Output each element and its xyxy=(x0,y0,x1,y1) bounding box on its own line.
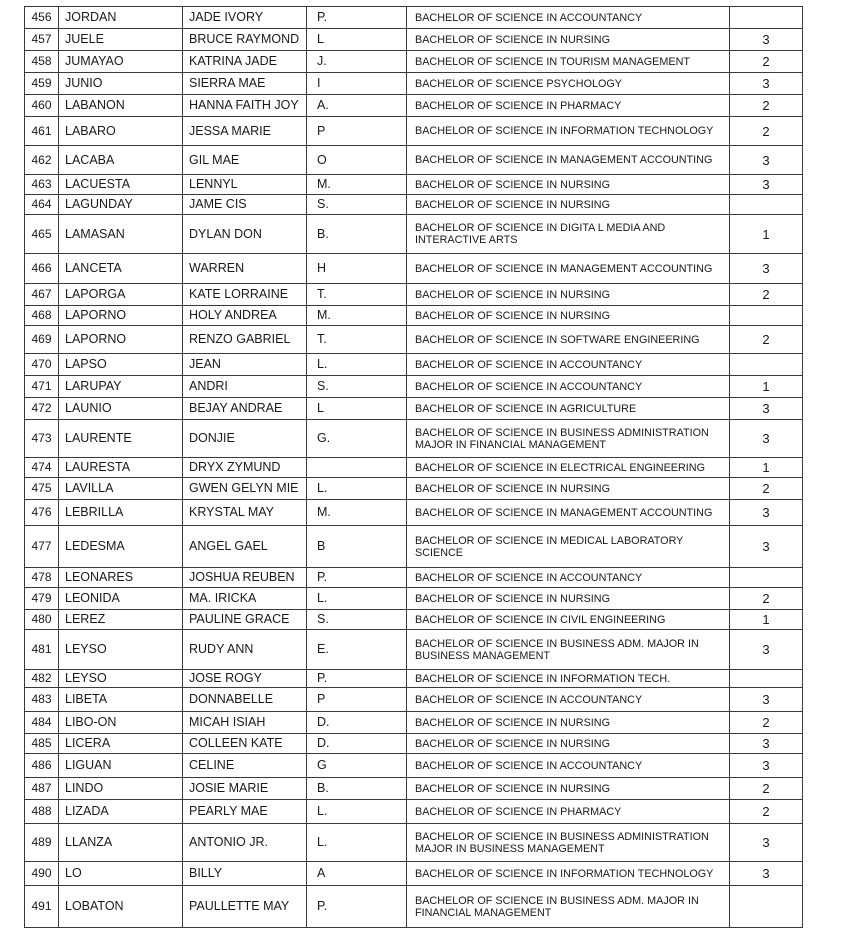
middle-initial-cell: L. xyxy=(307,800,407,824)
table-row xyxy=(25,824,803,862)
middle-initial-cell: G. xyxy=(307,420,407,458)
table-row xyxy=(25,117,803,146)
course-name-cell: BACHELOR OF SCIENCE IN TOURISM MANAGEMENT xyxy=(407,51,730,73)
table-row xyxy=(25,630,803,670)
middle-initial-cell: O xyxy=(307,146,407,175)
year-level-cell: 1 xyxy=(730,376,803,398)
first-name-cell: HOLY ANDREA xyxy=(183,306,307,326)
first-name-cell: DYLAN DON xyxy=(183,215,307,254)
table-row xyxy=(25,862,803,886)
course-name-cell: BACHELOR OF SCIENCE IN BUSINESS ADMINISTRATION MAJOR IN FINANCIAL MANAGEMENT xyxy=(407,420,730,458)
course-name-cell: BACHELOR OF SCIENCE IN INFORMATION TECHNOLOGY xyxy=(407,117,730,146)
last-name-cell: LARUPAY xyxy=(59,376,183,398)
course-name-cell: BACHELOR OF SCIENCE IN NURSING xyxy=(407,175,730,195)
row-number-cell: 481 xyxy=(25,630,59,670)
last-name-cell: LABANON xyxy=(59,95,183,117)
table-row xyxy=(25,7,803,29)
middle-initial-cell: P xyxy=(307,117,407,146)
middle-initial-cell: S. xyxy=(307,195,407,215)
table-row xyxy=(25,712,803,734)
row-number-cell: 463 xyxy=(25,175,59,195)
middle-initial-cell: L. xyxy=(307,588,407,610)
course-name-cell: BACHELOR OF SCIENCE IN MANAGEMENT ACCOUNTING xyxy=(407,500,730,526)
first-name-cell: KATRINA JADE xyxy=(183,51,307,73)
table-row xyxy=(25,73,803,95)
student-table xyxy=(24,6,803,928)
row-number-cell: 466 xyxy=(25,254,59,284)
course-name-cell: BACHELOR OF SCIENCE IN NURSING xyxy=(407,306,730,326)
first-name-cell: JOSE ROGY xyxy=(183,670,307,688)
last-name-cell: LIZADA xyxy=(59,800,183,824)
middle-initial-cell: J. xyxy=(307,51,407,73)
first-name-cell: JADE IVORY xyxy=(183,7,307,29)
table-row xyxy=(25,526,803,568)
last-name-cell: LAVILLA xyxy=(59,478,183,500)
first-name-cell: MICAH ISIAH xyxy=(183,712,307,734)
year-level-cell xyxy=(730,354,803,376)
middle-initial-cell: P. xyxy=(307,670,407,688)
last-name-cell: LINDO xyxy=(59,778,183,800)
last-name-cell: LIGUAN xyxy=(59,754,183,778)
year-level-cell: 2 xyxy=(730,712,803,734)
last-name-cell: LLANZA xyxy=(59,824,183,862)
row-number-cell: 465 xyxy=(25,215,59,254)
row-number-cell: 460 xyxy=(25,95,59,117)
row-number-cell: 474 xyxy=(25,458,59,478)
row-number-cell: 461 xyxy=(25,117,59,146)
first-name-cell: PAULLETTE MAY xyxy=(183,886,307,928)
course-name-cell: BACHELOR OF SCIENCE IN ACCOUNTANCY xyxy=(407,7,730,29)
middle-initial-cell: G xyxy=(307,754,407,778)
middle-initial-cell: P. xyxy=(307,7,407,29)
year-level-cell: 1 xyxy=(730,458,803,478)
middle-initial-cell: I xyxy=(307,73,407,95)
table-row xyxy=(25,688,803,712)
last-name-cell: LEONARES xyxy=(59,568,183,588)
year-level-cell: 2 xyxy=(730,800,803,824)
first-name-cell: JAME CIS xyxy=(183,195,307,215)
middle-initial-cell: M. xyxy=(307,500,407,526)
first-name-cell: JEAN xyxy=(183,354,307,376)
course-name-cell: BACHELOR OF SCIENCE IN NURSING xyxy=(407,712,730,734)
row-number-cell: 468 xyxy=(25,306,59,326)
first-name-cell: ANTONIO JR. xyxy=(183,824,307,862)
course-name-cell: BACHELOR OF SCIENCE IN PHARMACY xyxy=(407,95,730,117)
table-row xyxy=(25,458,803,478)
course-name-cell: BACHELOR OF SCIENCE IN NURSING xyxy=(407,284,730,306)
first-name-cell: DONJIE xyxy=(183,420,307,458)
year-level-cell: 3 xyxy=(730,73,803,95)
first-name-cell: BRUCE RAYMOND xyxy=(183,29,307,51)
table-row xyxy=(25,800,803,824)
last-name-cell: LANCETA xyxy=(59,254,183,284)
row-number-cell: 471 xyxy=(25,376,59,398)
table-row xyxy=(25,734,803,754)
first-name-cell: MA. IRICKA xyxy=(183,588,307,610)
row-number-cell: 456 xyxy=(25,7,59,29)
middle-initial-cell: H xyxy=(307,254,407,284)
year-level-cell: 3 xyxy=(730,29,803,51)
year-level-cell: 3 xyxy=(730,862,803,886)
first-name-cell: HANNA FAITH JOY xyxy=(183,95,307,117)
year-level-cell: 2 xyxy=(730,284,803,306)
course-name-cell: BACHELOR OF SCIENCE IN MANAGEMENT ACCOUNTING xyxy=(407,146,730,175)
year-level-cell xyxy=(730,886,803,928)
middle-initial-cell: A. xyxy=(307,95,407,117)
row-number-cell: 484 xyxy=(25,712,59,734)
last-name-cell: LO xyxy=(59,862,183,886)
last-name-cell: LEYSO xyxy=(59,630,183,670)
middle-initial-cell: P xyxy=(307,688,407,712)
last-name-cell: LACUESTA xyxy=(59,175,183,195)
row-number-cell: 459 xyxy=(25,73,59,95)
table-row xyxy=(25,500,803,526)
year-level-cell: 3 xyxy=(730,398,803,420)
year-level-cell: 3 xyxy=(730,254,803,284)
year-level-cell: 3 xyxy=(730,175,803,195)
table-row xyxy=(25,254,803,284)
row-number-cell: 458 xyxy=(25,51,59,73)
first-name-cell: KRYSTAL MAY xyxy=(183,500,307,526)
course-name-cell: BACHELOR OF SCIENCE IN INFORMATION TECHNOLOGY xyxy=(407,862,730,886)
table-row xyxy=(25,306,803,326)
middle-initial-cell xyxy=(307,458,407,478)
year-level-cell: 3 xyxy=(730,146,803,175)
first-name-cell: CELINE xyxy=(183,754,307,778)
middle-initial-cell: S. xyxy=(307,610,407,630)
first-name-cell: PAULINE GRACE xyxy=(183,610,307,630)
year-level-cell: 2 xyxy=(730,326,803,354)
year-level-cell: 2 xyxy=(730,778,803,800)
row-number-cell: 473 xyxy=(25,420,59,458)
first-name-cell: JESSA MARIE xyxy=(183,117,307,146)
year-level-cell: 2 xyxy=(730,588,803,610)
first-name-cell: PEARLY MAE xyxy=(183,800,307,824)
row-number-cell: 464 xyxy=(25,195,59,215)
course-name-cell: BACHELOR OF SCIENCE IN NURSING xyxy=(407,478,730,500)
last-name-cell: JUNIO xyxy=(59,73,183,95)
table-row xyxy=(25,146,803,175)
year-level-cell: 2 xyxy=(730,95,803,117)
table-row xyxy=(25,195,803,215)
middle-initial-cell: P. xyxy=(307,886,407,928)
table-row xyxy=(25,588,803,610)
table-row xyxy=(25,29,803,51)
row-number-cell: 462 xyxy=(25,146,59,175)
row-number-cell: 487 xyxy=(25,778,59,800)
year-level-cell: 3 xyxy=(730,420,803,458)
year-level-cell: 3 xyxy=(730,824,803,862)
last-name-cell: JUELE xyxy=(59,29,183,51)
table-row xyxy=(25,420,803,458)
table-row xyxy=(25,670,803,688)
last-name-cell: LAUNIO xyxy=(59,398,183,420)
last-name-cell: LAURENTE xyxy=(59,420,183,458)
table-row xyxy=(25,778,803,800)
row-number-cell: 490 xyxy=(25,862,59,886)
table-row xyxy=(25,886,803,928)
year-level-cell xyxy=(730,7,803,29)
middle-initial-cell: B. xyxy=(307,215,407,254)
course-name-cell: BACHELOR OF SCIENCE IN SOFTWARE ENGINEERING xyxy=(407,326,730,354)
first-name-cell: RENZO GABRIEL xyxy=(183,326,307,354)
row-number-cell: 469 xyxy=(25,326,59,354)
table-row xyxy=(25,478,803,500)
row-number-cell: 457 xyxy=(25,29,59,51)
last-name-cell: LIBETA xyxy=(59,688,183,712)
first-name-cell: WARREN xyxy=(183,254,307,284)
middle-initial-cell: B xyxy=(307,526,407,568)
last-name-cell: LEREZ xyxy=(59,610,183,630)
last-name-cell: LAPORNO xyxy=(59,326,183,354)
year-level-cell: 3 xyxy=(730,630,803,670)
student-list-sheet xyxy=(24,6,802,928)
year-level-cell xyxy=(730,195,803,215)
first-name-cell: KATE LORRAINE xyxy=(183,284,307,306)
year-level-cell: 2 xyxy=(730,478,803,500)
table-row xyxy=(25,215,803,254)
middle-initial-cell: D. xyxy=(307,712,407,734)
course-name-cell: BACHELOR OF SCIENCE IN ELECTRICAL ENGINEERING xyxy=(407,458,730,478)
year-level-cell xyxy=(730,670,803,688)
middle-initial-cell: T. xyxy=(307,284,407,306)
table-row xyxy=(25,175,803,195)
course-name-cell: BACHELOR OF SCIENCE IN NURSING xyxy=(407,778,730,800)
row-number-cell: 478 xyxy=(25,568,59,588)
middle-initial-cell: D. xyxy=(307,734,407,754)
last-name-cell: JORDAN xyxy=(59,7,183,29)
table-row xyxy=(25,51,803,73)
last-name-cell: LACABA xyxy=(59,146,183,175)
first-name-cell: COLLEEN KATE xyxy=(183,734,307,754)
course-name-cell: BACHELOR OF SCIENCE IN BUSINESS ADM. MAJOR IN FINANCIAL MANAGEMENT xyxy=(407,886,730,928)
row-number-cell: 483 xyxy=(25,688,59,712)
year-level-cell: 3 xyxy=(730,734,803,754)
row-number-cell: 470 xyxy=(25,354,59,376)
row-number-cell: 479 xyxy=(25,588,59,610)
last-name-cell: LAURESTA xyxy=(59,458,183,478)
row-number-cell: 476 xyxy=(25,500,59,526)
course-name-cell: BACHELOR OF SCIENCE IN BUSINESS ADMINISTRATION MAJOR IN BUSINESS MANAGEMENT xyxy=(407,824,730,862)
first-name-cell: LENNYL xyxy=(183,175,307,195)
first-name-cell: GIL MAE xyxy=(183,146,307,175)
course-name-cell: BACHELOR OF SCIENCE IN ACCOUNTANCY xyxy=(407,354,730,376)
course-name-cell: BACHELOR OF SCIENCE IN ACCOUNTANCY xyxy=(407,568,730,588)
year-level-cell xyxy=(730,568,803,588)
year-level-cell: 1 xyxy=(730,610,803,630)
table-row xyxy=(25,284,803,306)
row-number-cell: 489 xyxy=(25,824,59,862)
first-name-cell: JOSIE MARIE xyxy=(183,778,307,800)
table-row xyxy=(25,754,803,778)
last-name-cell: LOBATON xyxy=(59,886,183,928)
last-name-cell: LAMASAN xyxy=(59,215,183,254)
middle-initial-cell: M. xyxy=(307,175,407,195)
row-number-cell: 488 xyxy=(25,800,59,824)
course-name-cell: BACHELOR OF SCIENCE IN BUSINESS ADM. MAJOR IN BUSINESS MANAGEMENT xyxy=(407,630,730,670)
first-name-cell: SIERRA MAE xyxy=(183,73,307,95)
last-name-cell: LAPORNO xyxy=(59,306,183,326)
course-name-cell: BACHELOR OF SCIENCE IN DIGITA L MEDIA AND INTERACTIVE ARTS xyxy=(407,215,730,254)
table-row xyxy=(25,326,803,354)
first-name-cell: ANGEL GAEL xyxy=(183,526,307,568)
year-level-cell: 3 xyxy=(730,688,803,712)
year-level-cell: 2 xyxy=(730,51,803,73)
last-name-cell: JUMAYAO xyxy=(59,51,183,73)
row-number-cell: 480 xyxy=(25,610,59,630)
course-name-cell: BACHELOR OF SCIENCE IN PHARMACY xyxy=(407,800,730,824)
year-level-cell: 3 xyxy=(730,526,803,568)
first-name-cell: BEJAY ANDRAE xyxy=(183,398,307,420)
row-number-cell: 491 xyxy=(25,886,59,928)
course-name-cell: BACHELOR OF SCIENCE IN ACCOUNTANCY xyxy=(407,688,730,712)
first-name-cell: RUDY ANN xyxy=(183,630,307,670)
row-number-cell: 472 xyxy=(25,398,59,420)
last-name-cell: LAPSO xyxy=(59,354,183,376)
year-level-cell: 2 xyxy=(730,117,803,146)
first-name-cell: BILLY xyxy=(183,862,307,886)
middle-initial-cell: M. xyxy=(307,306,407,326)
row-number-cell: 477 xyxy=(25,526,59,568)
year-level-cell: 3 xyxy=(730,754,803,778)
row-number-cell: 475 xyxy=(25,478,59,500)
year-level-cell: 1 xyxy=(730,215,803,254)
course-name-cell: BACHELOR OF SCIENCE IN MEDICAL LABORATORY SCIENCE xyxy=(407,526,730,568)
row-number-cell: 486 xyxy=(25,754,59,778)
table-row xyxy=(25,610,803,630)
course-name-cell: BACHELOR OF SCIENCE IN ACCOUNTANCY xyxy=(407,376,730,398)
student-table-body xyxy=(25,7,803,928)
first-name-cell: DRYX ZYMUND xyxy=(183,458,307,478)
table-row xyxy=(25,568,803,588)
table-row xyxy=(25,354,803,376)
course-name-cell: BACHELOR OF SCIENCE IN ACCOUNTANCY xyxy=(407,754,730,778)
row-number-cell: 482 xyxy=(25,670,59,688)
course-name-cell: BACHELOR OF SCIENCE IN NURSING xyxy=(407,588,730,610)
last-name-cell: LABARO xyxy=(59,117,183,146)
middle-initial-cell: L xyxy=(307,398,407,420)
middle-initial-cell: E. xyxy=(307,630,407,670)
last-name-cell: LEBRILLA xyxy=(59,500,183,526)
course-name-cell: BACHELOR OF SCIENCE IN CIVIL ENGINEERING xyxy=(407,610,730,630)
row-number-cell: 467 xyxy=(25,284,59,306)
middle-initial-cell: L xyxy=(307,29,407,51)
last-name-cell: LIBO-ON xyxy=(59,712,183,734)
middle-initial-cell: L. xyxy=(307,824,407,862)
middle-initial-cell: L. xyxy=(307,478,407,500)
table-row xyxy=(25,95,803,117)
middle-initial-cell: P. xyxy=(307,568,407,588)
last-name-cell: LAGUNDAY xyxy=(59,195,183,215)
course-name-cell: BACHELOR OF SCIENCE IN NURSING xyxy=(407,734,730,754)
last-name-cell: LAPORGA xyxy=(59,284,183,306)
middle-initial-cell: B. xyxy=(307,778,407,800)
middle-initial-cell: L. xyxy=(307,354,407,376)
first-name-cell: DONNABELLE xyxy=(183,688,307,712)
table-row xyxy=(25,376,803,398)
last-name-cell: LEYSO xyxy=(59,670,183,688)
course-name-cell: BACHELOR OF SCIENCE IN INFORMATION TECH. xyxy=(407,670,730,688)
last-name-cell: LEDESMA xyxy=(59,526,183,568)
middle-initial-cell: S. xyxy=(307,376,407,398)
table-row xyxy=(25,398,803,420)
last-name-cell: LEONIDA xyxy=(59,588,183,610)
course-name-cell: BACHELOR OF SCIENCE IN NURSING xyxy=(407,195,730,215)
middle-initial-cell: A xyxy=(307,862,407,886)
middle-initial-cell: T. xyxy=(307,326,407,354)
year-level-cell xyxy=(730,306,803,326)
course-name-cell: BACHELOR OF SCIENCE IN MANAGEMENT ACCOUNTING xyxy=(407,254,730,284)
row-number-cell: 485 xyxy=(25,734,59,754)
last-name-cell: LICERA xyxy=(59,734,183,754)
year-level-cell: 3 xyxy=(730,500,803,526)
course-name-cell: BACHELOR OF SCIENCE PSYCHOLOGY xyxy=(407,73,730,95)
first-name-cell: ANDRI xyxy=(183,376,307,398)
course-name-cell: BACHELOR OF SCIENCE IN NURSING xyxy=(407,29,730,51)
course-name-cell: BACHELOR OF SCIENCE IN AGRICULTURE xyxy=(407,398,730,420)
first-name-cell: JOSHUA REUBEN xyxy=(183,568,307,588)
first-name-cell: GWEN GELYN MIE xyxy=(183,478,307,500)
